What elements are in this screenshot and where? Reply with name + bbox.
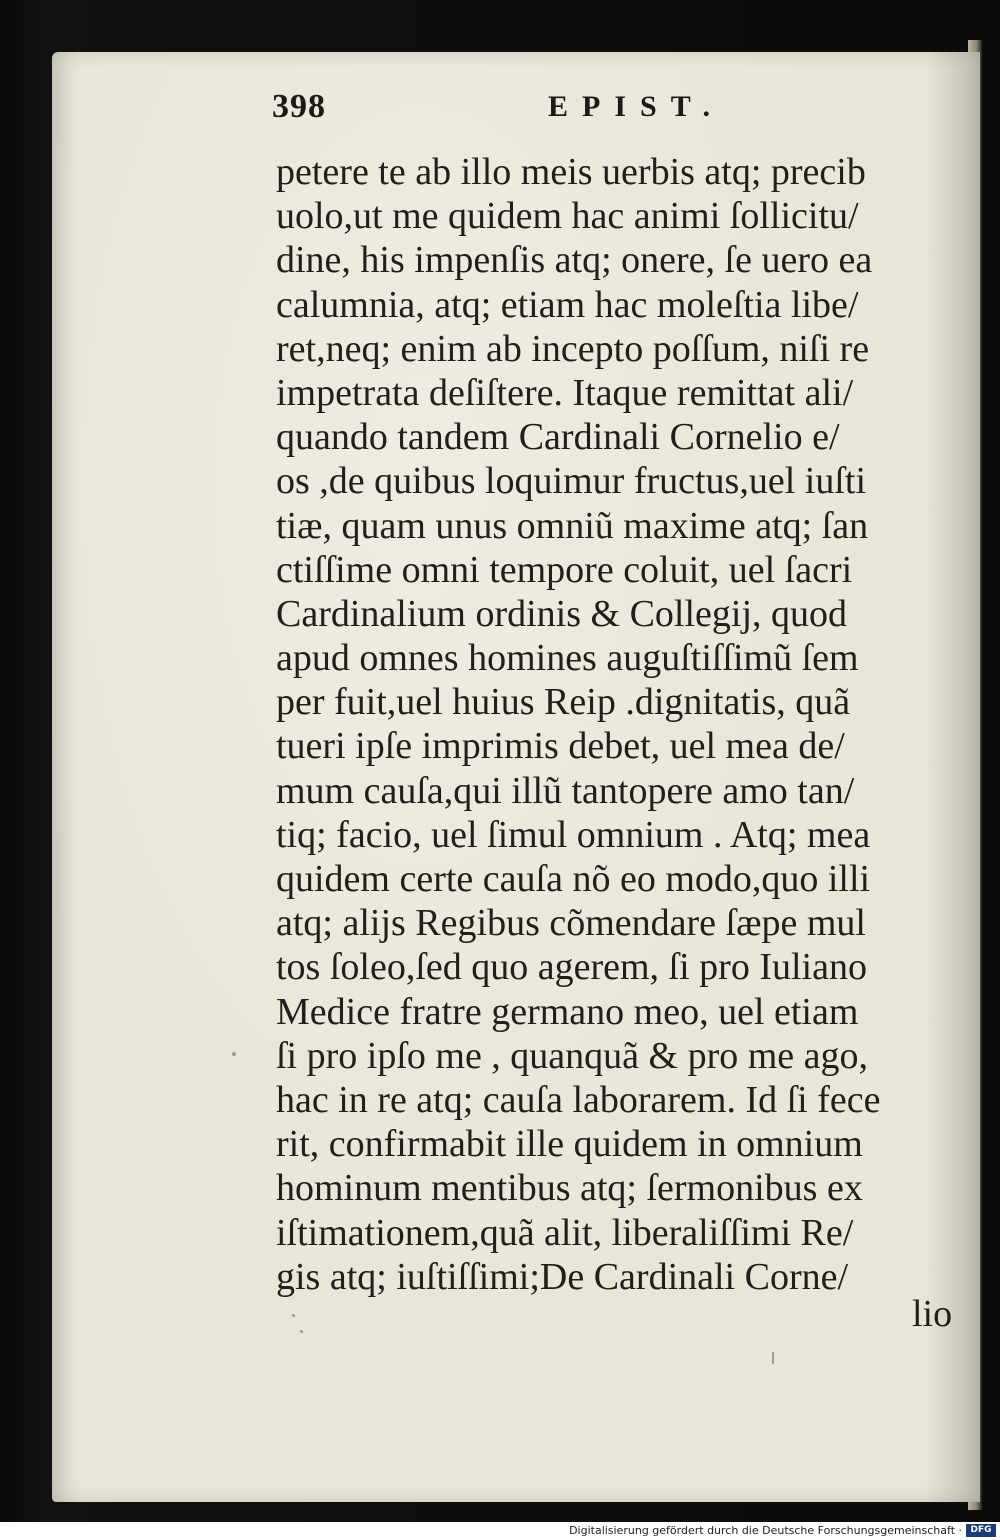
text-line: quando tandem Cardinali Cornelio e/ xyxy=(276,416,840,459)
text-line: ſi pro ipſo me , quanquã & pro me ago, xyxy=(276,1034,869,1077)
text-line: hominum mentibus atq; ſermonibus ex xyxy=(276,1167,863,1210)
running-head: EPIST. xyxy=(548,90,724,123)
text-line: calumnia, atq; etiam hac moleſtia libe/ xyxy=(276,283,859,326)
page-number: 398 xyxy=(272,88,326,125)
text-line: quidem certe cauſa nõ eo modo,quo illi xyxy=(276,858,871,900)
footer-bar xyxy=(0,1522,1000,1540)
text-line: ret,neq; enim ab incepto poſſum, niſi re xyxy=(276,327,870,370)
text-line: tiæ, quam unus omniũ maxime atq; ſan xyxy=(276,504,869,547)
paper-speck xyxy=(232,1052,236,1056)
body-text xyxy=(276,150,956,1299)
text-line: iſtimationem,quã alit, liberaliſſimi Re/ xyxy=(276,1211,854,1254)
text-line: dine, his impenſis atq; onere, ſe uero ea xyxy=(276,239,873,282)
text-line: uolo,ut me quidem hac animi ſollicitu/ xyxy=(276,195,859,238)
text-line: mum cauſa,qui illũ tantopere amo tan/ xyxy=(276,769,855,812)
text-line: rit, confirmabit ille quidem in omnium xyxy=(276,1123,863,1166)
text-line: gis atq; iuſtiſſimi;De Cardinali Corne/ xyxy=(276,1255,849,1298)
paper-speck xyxy=(772,1352,774,1364)
text-line: Cardinalium ordinis & Collegij, quod xyxy=(276,592,848,635)
text-line: hac in re atq; cauſa laborarem. Id ſi fece xyxy=(276,1078,881,1121)
catchword: lio xyxy=(912,1293,953,1335)
page-header xyxy=(272,88,972,138)
dfg-logo-icon: DFG xyxy=(966,1524,996,1537)
text-line: os ,de quibus loquimur fructus,uel iuſti xyxy=(276,460,867,503)
text-line: petere te ab illo meis uerbis atq; precib xyxy=(276,151,866,193)
text-line: tiq; facio, uel ſimul omnium . Atq; mea xyxy=(276,813,871,856)
paper-speck xyxy=(300,1330,303,1333)
text-line: apud omnes homines auguſtiſſimũ ſem xyxy=(276,637,859,680)
text-line: impetrata deſiſtere. Itaque remittat ali/ xyxy=(276,371,854,414)
paper-speck xyxy=(292,1314,295,1317)
text-line: tueri ipſe imprimis debet, uel mea de/ xyxy=(276,725,845,768)
funding-credit: Digitalisierung gefördert durch die Deutsche Forschungsgemeinschaft · xyxy=(569,1524,962,1537)
text-line: tos ſoleo,ſed quo agerem, ſi pro Iuliano xyxy=(276,946,867,989)
text-line: Medice fratre germano meo, uel etiam xyxy=(276,990,859,1033)
text-line: per fuit,uel huius Reip .dignitatis, quã xyxy=(276,681,851,724)
text-line: atq; alijs Regibus cõmendare ſæpe mul xyxy=(276,902,866,945)
text-line: ctiſſime omni tempore coluit, uel ſacri xyxy=(276,548,853,591)
